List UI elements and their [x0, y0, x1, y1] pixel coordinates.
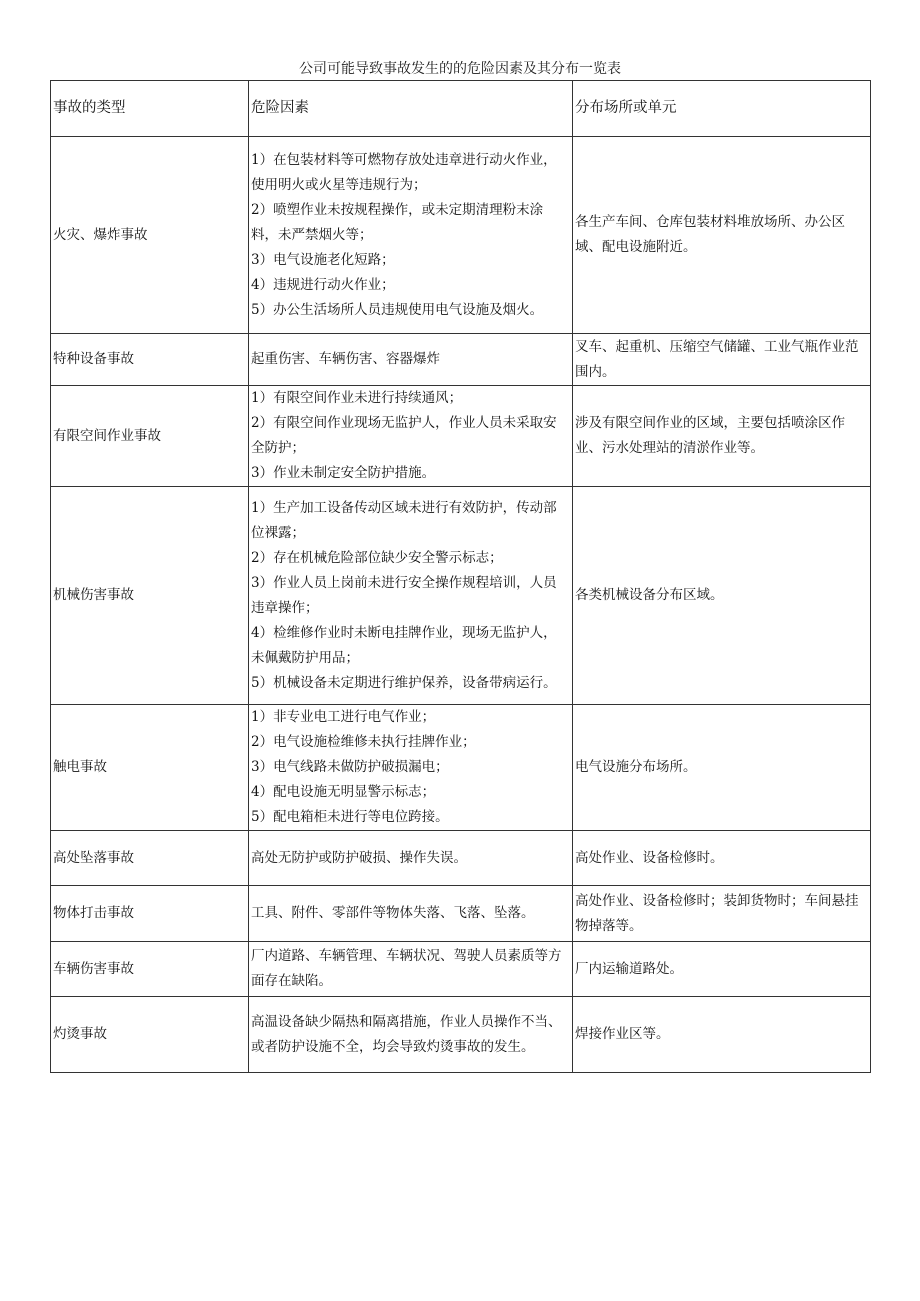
- hazard-factor-line: 4）违规进行动火作业；: [251, 276, 395, 293]
- hazard-factor-line: 5）机械设备未定期进行维护保养，设备带病运行。: [251, 674, 557, 691]
- hazard-factor-line: 3）电气设施老化短路；: [251, 251, 395, 268]
- hazard-factor-line: 2）电气设施检维修未执行挂牌作业；: [251, 734, 476, 750]
- hazard-factors: [249, 705, 573, 831]
- table-row: [51, 705, 871, 831]
- location-cell: 高处作业、设备检修时；装卸货物时；车间悬挂物掉落等。: [573, 886, 871, 942]
- hazard-factor-line: 2）有限空间作业现场无监护人，作业人员未采取安全防护；: [251, 415, 557, 456]
- document-title: 公司可能导致事故发生的的危险因素及其分布一览表: [299, 61, 621, 77]
- hazard-factor-line: 高处无防护或防护破损、操作失误。: [251, 849, 467, 866]
- location-cell: 各类机械设备分布区域。: [573, 487, 871, 705]
- table-row: [51, 386, 871, 487]
- hazard-factor-line: 2）存在机械危险部位缺少安全警示标志；: [251, 549, 503, 566]
- hazard-factors: [249, 334, 573, 386]
- location-cell: 电气设施分布场所。: [573, 705, 871, 831]
- accident-type: 有限空间作业事故: [51, 386, 249, 487]
- hazard-factor-line: 3）作业人员上岗前未进行安全操作规程培训，人员违章操作；: [251, 574, 557, 616]
- header-factors: 危险因素: [249, 81, 573, 137]
- table-row: [51, 942, 871, 997]
- hazard-factors: [249, 386, 573, 487]
- table-row: [51, 997, 871, 1073]
- hazard-factor-line: 3）作业未制定安全防护措施。: [251, 465, 436, 481]
- location-cell: 各生产车间、仓库包装材料堆放场所、办公区域、配电设施附近。: [573, 137, 871, 334]
- hazard-factor-line: 1）有限空间作业未进行持续通风；: [251, 390, 463, 406]
- hazard-factor-line: 厂内道路、车辆管理、车辆状况、驾驶人员素质等方面存在缺陷。: [251, 948, 562, 989]
- hazard-factors: [249, 997, 573, 1073]
- hazard-factor-line: 1）生产加工设备传动区域未进行有效防护，传动部位裸露；: [251, 499, 557, 541]
- table-row: [51, 831, 871, 886]
- table-header-row: [51, 81, 871, 137]
- header-type: 事故的类型: [51, 81, 249, 137]
- accident-type: 物体打击事故: [51, 886, 249, 942]
- accident-type: 灼烫事故: [51, 997, 249, 1073]
- hazard-factor-line: 5）配电箱柜未进行等电位跨接。: [251, 809, 449, 825]
- hazard-factors: [249, 137, 573, 334]
- hazard-factor-line: 4）配电设施无明显警示标志；: [251, 784, 436, 800]
- header-location: 分布场所或单元: [573, 81, 871, 137]
- hazard-factor-line: 起重伤害、车辆伤害、容器爆炸: [251, 351, 440, 367]
- hazard-factor-line: 4）检维修作业时未断电挂牌作业，现场无监护人，未佩戴防护用品；: [251, 624, 557, 666]
- accident-type: 触电事故: [51, 705, 249, 831]
- hazard-factor-line: 1）非专业电工进行电气作业；: [251, 709, 436, 725]
- table-row: [51, 137, 871, 334]
- hazard-factors: [249, 942, 573, 997]
- hazard-factor-line: 工具、附件、零部件等物体失落、飞落、坠落。: [251, 905, 535, 921]
- hazard-factor-line: 5）办公生活场所人员违规使用电气设施及烟火。: [251, 301, 544, 318]
- hazard-table: [50, 80, 871, 1073]
- table-row: [51, 487, 871, 705]
- location-cell: 叉车、起重机、压缩空气储罐、工业气瓶作业范围内。: [573, 334, 871, 386]
- location-cell: 厂内运输道路处。: [573, 942, 871, 997]
- hazard-factors: [249, 886, 573, 942]
- accident-type: 特种设备事故: [51, 334, 249, 386]
- accident-type: 机械伤害事故: [51, 487, 249, 705]
- hazard-factors: [249, 831, 573, 886]
- location-cell: 焊接作业区等。: [573, 997, 871, 1073]
- hazard-factor-line: 1）在包装材料等可燃物存放处违章进行动火作业，使用明火或火星等违规行为；: [251, 151, 557, 193]
- accident-type: 火灾、爆炸事故: [51, 137, 249, 334]
- table-row: [51, 334, 871, 386]
- hazard-factor-line: 3）电气线路未做防护破损漏电；: [251, 759, 449, 775]
- location-cell: 涉及有限空间作业的区域，主要包括喷涂区作业、污水处理站的清淤作业等。: [573, 386, 871, 487]
- hazard-factors: [249, 487, 573, 705]
- location-cell: 高处作业、设备检修时。: [573, 831, 871, 886]
- table-row: [51, 886, 871, 942]
- hazard-factor-line: 高温设备缺少隔热和隔离措施，作业人员操作不当、或者防护设施不全，均会导致灼烫事故的发生。: [251, 1013, 562, 1055]
- hazard-factor-line: 2）喷塑作业未按规程操作，或未定期清理粉末涂料，未严禁烟火等；: [251, 201, 544, 243]
- accident-type: 高处坠落事故: [51, 831, 249, 886]
- accident-type: 车辆伤害事故: [51, 942, 249, 997]
